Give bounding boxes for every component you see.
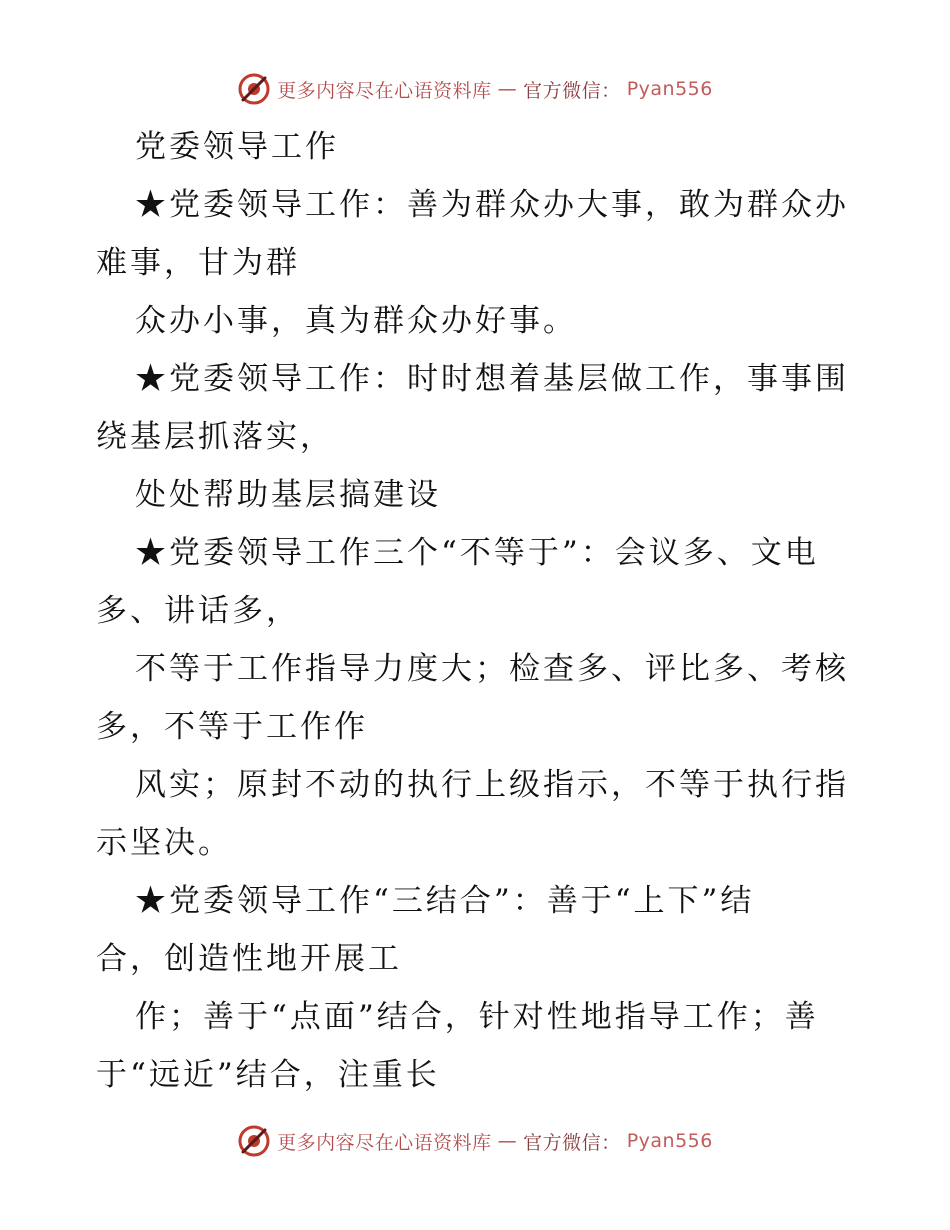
footer-banner bbox=[0, 1124, 950, 1158]
text-line: ★党委领导工作：时时想着基层做工作，事事围 bbox=[135, 361, 849, 397]
banner-text-wechat-label: 官方微信： bbox=[523, 79, 621, 102]
text-line: 示坚决。 bbox=[96, 825, 232, 861]
logo-icon bbox=[237, 1124, 271, 1158]
banner-text-dash: — bbox=[497, 78, 518, 100]
text-line: 不等于工作指导力度大；检查多、评比多、考核 bbox=[135, 651, 849, 687]
text-line: 风实；原封不动的执行上级指示，不等于执行指 bbox=[135, 767, 849, 803]
banner-text-wechat-label: 官方微信： bbox=[523, 1131, 621, 1154]
banner-text-wechat-id: Pyan556 bbox=[626, 1130, 713, 1152]
text-line: 党委领导工作 bbox=[135, 129, 339, 165]
text-line: 合，创造性地开展工 bbox=[96, 941, 402, 977]
text-line: ★党委领导工作三个“不等于”：会议多、文电 bbox=[135, 535, 819, 571]
text-line: 众办小事，真为群众办好事。 bbox=[135, 303, 577, 339]
banner-text-main: 更多内容尽在心语资料库 bbox=[277, 1131, 492, 1154]
text-line: 于“远近”结合，注重长 bbox=[96, 1057, 440, 1093]
banner-text-dash: — bbox=[497, 1130, 518, 1152]
header-banner bbox=[0, 72, 950, 106]
text-line: 处处帮助基层搞建设 bbox=[135, 477, 441, 513]
text-line: 作；善于“点面”结合，针对性地指导工作；善 bbox=[135, 999, 819, 1035]
document-body bbox=[96, 118, 856, 1104]
banner-text-main: 更多内容尽在心语资料库 bbox=[277, 79, 492, 102]
text-line: 多，不等于工作作 bbox=[96, 709, 368, 745]
banner-text-wechat-id: Pyan556 bbox=[626, 78, 713, 100]
logo-icon bbox=[237, 72, 271, 106]
text-line: 绕基层抓落实， bbox=[96, 419, 334, 455]
text-line: 难事，甘为群 bbox=[96, 245, 300, 281]
text-line: ★党委领导工作“三结合”：善于“上下”结 bbox=[135, 883, 755, 919]
text-line: ★党委领导工作：善为群众办大事，敢为群众办 bbox=[135, 187, 849, 223]
text-line: 多、讲话多， bbox=[96, 593, 300, 629]
